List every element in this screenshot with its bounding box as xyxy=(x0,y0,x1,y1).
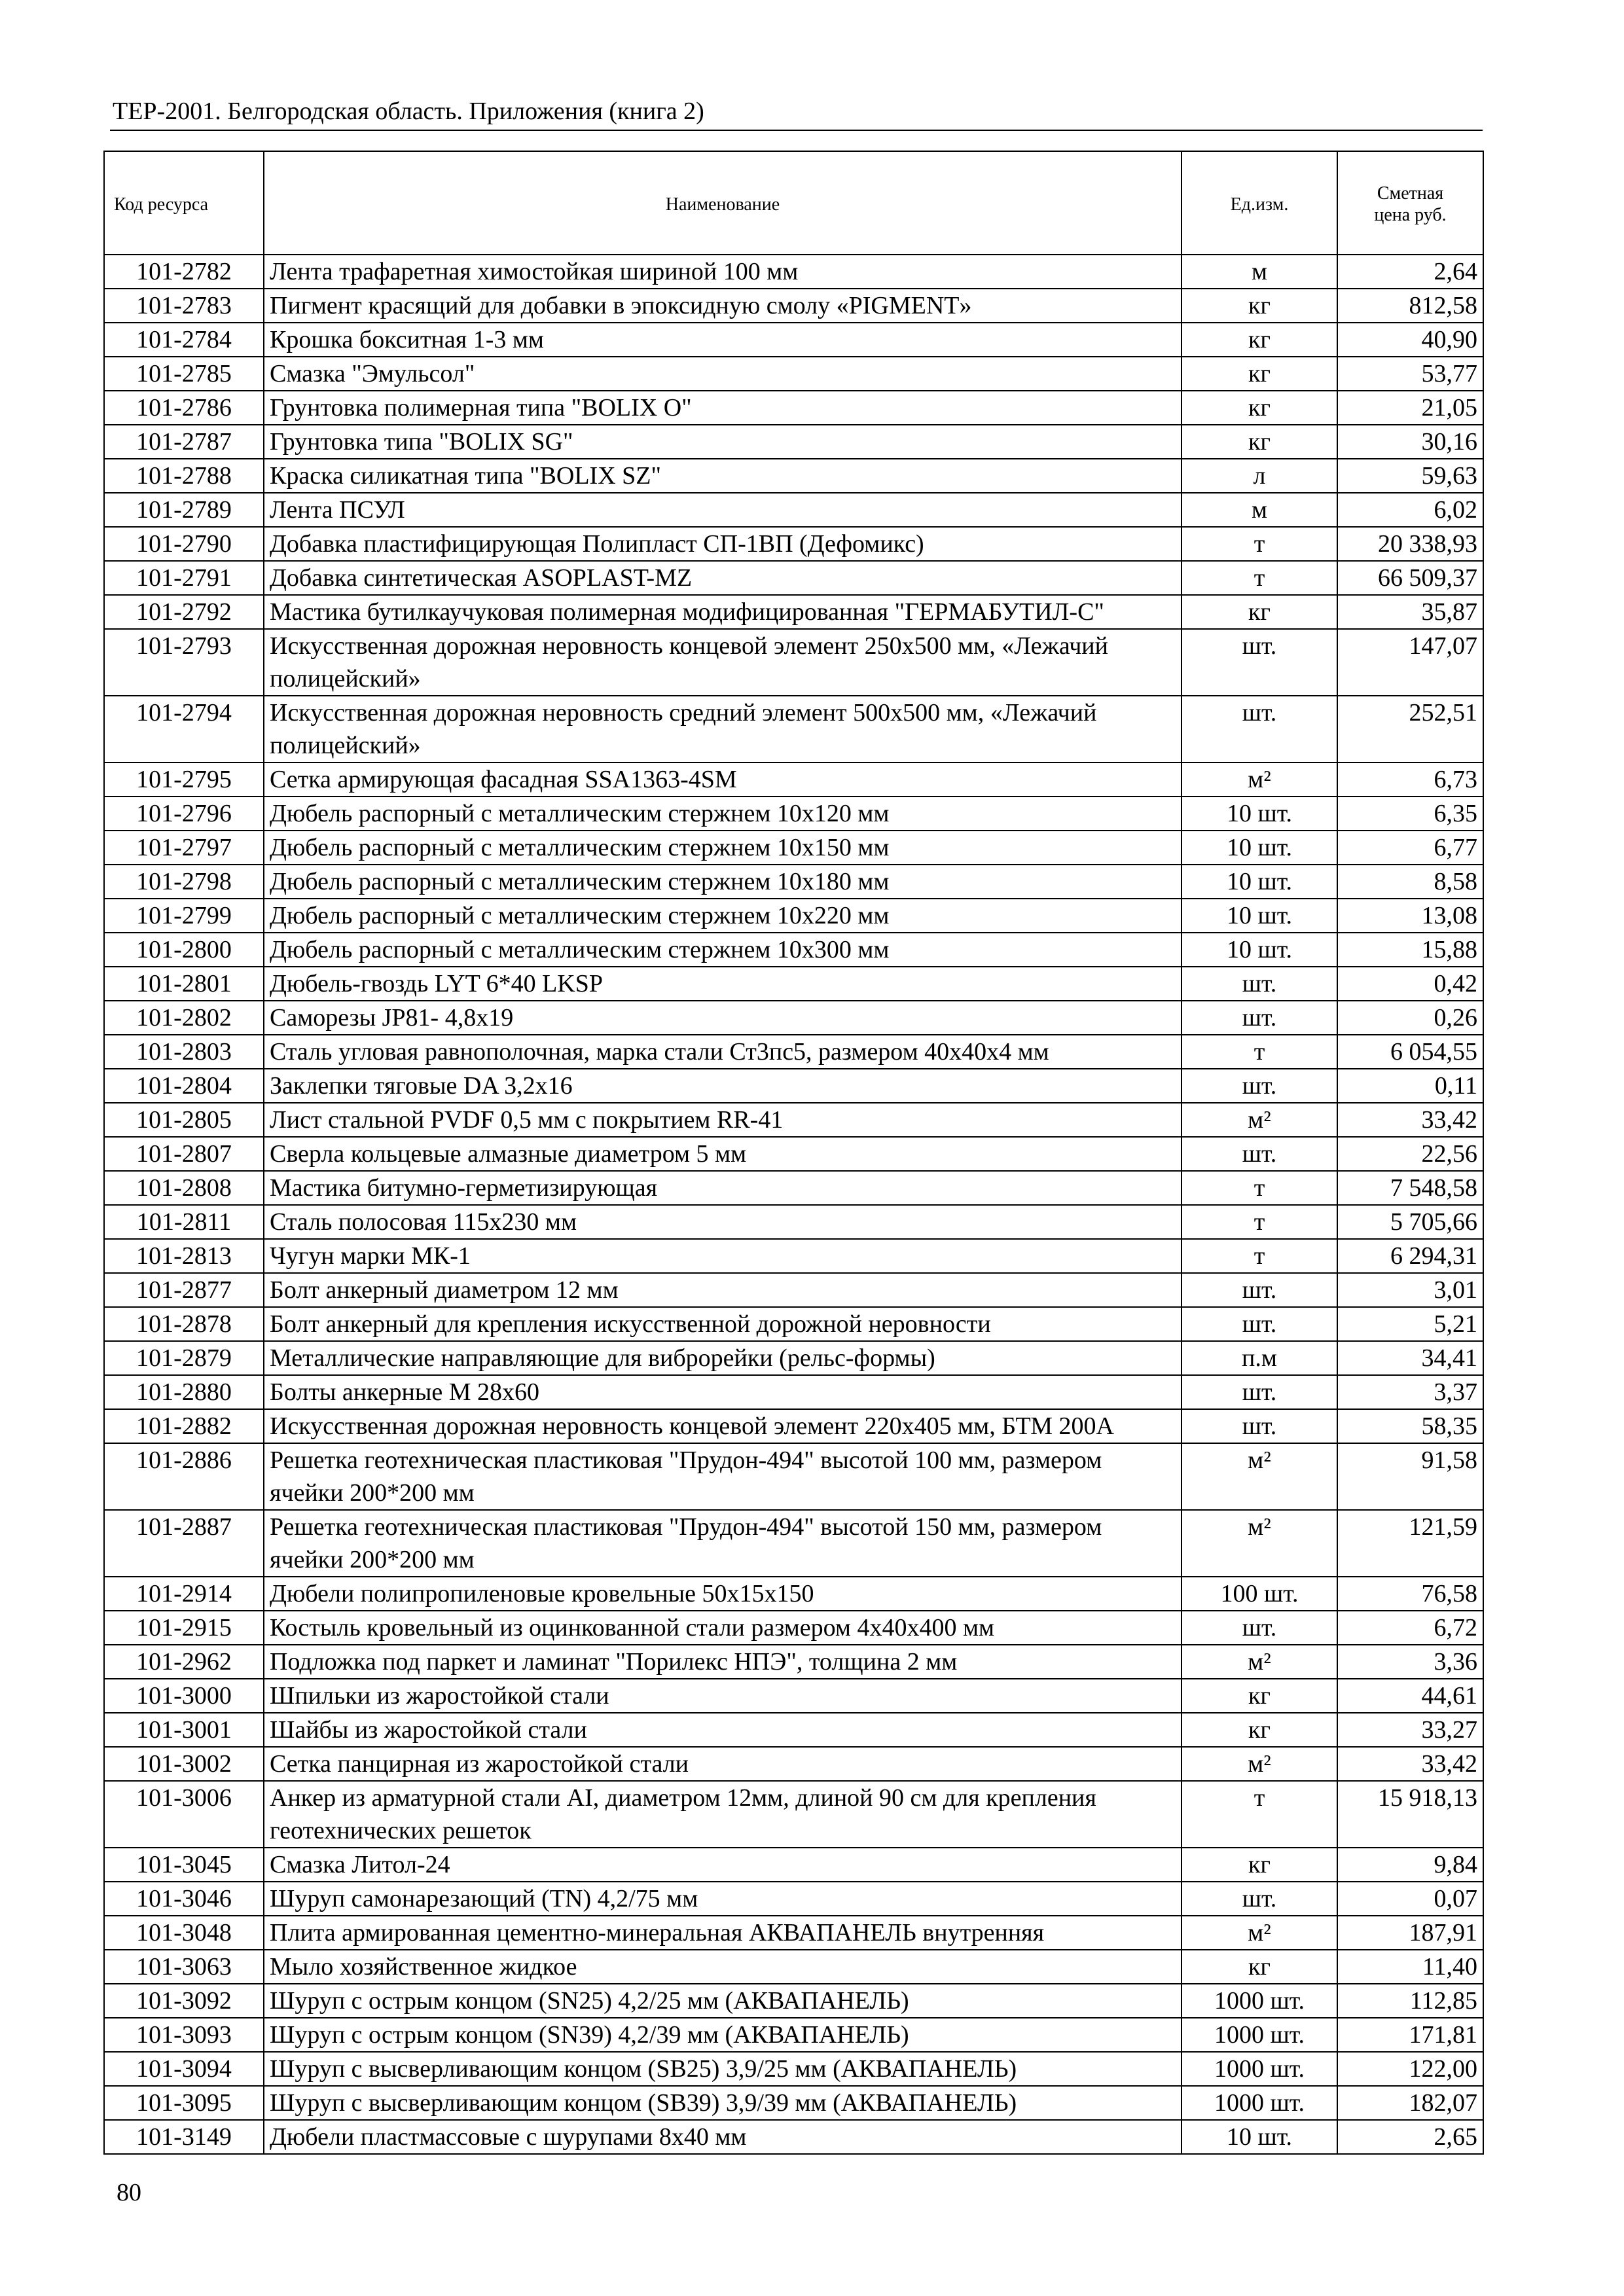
cell-price: 121,59 xyxy=(1337,1510,1483,1577)
cell-code: 101-2786 xyxy=(104,391,264,425)
cell-name: Плита армированная цементно-минеральная АКВАПАНЕЛЬ внутренняя xyxy=(264,1916,1182,1950)
cell-code: 101-2796 xyxy=(104,797,264,831)
cell-code: 101-2887 xyxy=(104,1510,264,1577)
cell-code: 101-3048 xyxy=(104,1916,264,1950)
cell-price: 59,63 xyxy=(1337,459,1483,493)
cell-code: 101-3093 xyxy=(104,2018,264,2052)
table-row xyxy=(104,1747,1483,1781)
table-row xyxy=(104,255,1483,289)
cell-price: 5,21 xyxy=(1337,1307,1483,1341)
cell-code: 101-2798 xyxy=(104,865,264,899)
cell-price: 30,16 xyxy=(1337,425,1483,459)
cell-unit: шт. xyxy=(1182,967,1337,1001)
cell-name: Сталь полосовая 115х230 мм xyxy=(264,1205,1182,1239)
cell-name: Добавка пластифицирующая Полипласт СП-1ВП (Дефомикс) xyxy=(264,527,1182,561)
table-row xyxy=(104,2086,1483,2120)
cell-unit: т xyxy=(1182,1239,1337,1273)
cell-unit: м² xyxy=(1182,1747,1337,1781)
column-header-name: Наименование xyxy=(264,151,1182,255)
cell-price: 22,56 xyxy=(1337,1137,1483,1171)
table-row xyxy=(104,1882,1483,1916)
cell-price: 15 918,13 xyxy=(1337,1781,1483,1848)
cell-name: Саморезы JP81- 4,8х19 xyxy=(264,1001,1182,1035)
table-row xyxy=(104,1103,1483,1137)
table-row xyxy=(104,1137,1483,1171)
resource-price-table xyxy=(103,151,1484,2155)
cell-code: 101-3092 xyxy=(104,1984,264,2018)
cell-unit: л xyxy=(1182,459,1337,493)
cell-price: 6,35 xyxy=(1337,797,1483,831)
cell-name: Смазка "Эмульсол" xyxy=(264,357,1182,391)
cell-price: 2,65 xyxy=(1337,2120,1483,2154)
cell-name: Дюбели полипропиленовые кровельные 50х15х150 xyxy=(264,1577,1182,1611)
cell-name: Грунтовка полимерная типа "BOLIX O" xyxy=(264,391,1182,425)
cell-name: Решетка геотехническая пластиковая "Прудон-494" высотой 100 мм, размером ячейки 200*200 мм xyxy=(264,1443,1182,1510)
table-row xyxy=(104,1443,1483,1510)
cell-name: Лента ПСУЛ xyxy=(264,493,1182,527)
cell-price: 6,02 xyxy=(1337,493,1483,527)
cell-price: 0,42 xyxy=(1337,967,1483,1001)
cell-price: 58,35 xyxy=(1337,1409,1483,1443)
cell-code: 101-2801 xyxy=(104,967,264,1001)
cell-name: Шпильки из жаростойкой стали xyxy=(264,1679,1182,1713)
cell-name: Металлические направляющие для виброрейки (рельс-формы) xyxy=(264,1341,1182,1375)
cell-price: 6,73 xyxy=(1337,762,1483,797)
cell-price: 5 705,66 xyxy=(1337,1205,1483,1239)
table-row xyxy=(104,1645,1483,1679)
cell-price: 66 509,37 xyxy=(1337,561,1483,595)
cell-unit: м² xyxy=(1182,1103,1337,1137)
cell-price: 35,87 xyxy=(1337,595,1483,629)
cell-price: 812,58 xyxy=(1337,289,1483,323)
table-row xyxy=(104,323,1483,357)
cell-price: 0,11 xyxy=(1337,1069,1483,1103)
cell-code: 101-2813 xyxy=(104,1239,264,1273)
cell-price: 9,84 xyxy=(1337,1848,1483,1882)
cell-name: Анкер из арматурной стали АI, диаметром 12мм, длиной 90 см для крепления геотехнических решеток xyxy=(264,1781,1182,1848)
cell-code: 101-2795 xyxy=(104,762,264,797)
cell-name: Добавка синтетическая ASOPLAST-MZ xyxy=(264,561,1182,595)
cell-price: 33,27 xyxy=(1337,1713,1483,1747)
cell-price: 122,00 xyxy=(1337,2052,1483,2086)
header-rule xyxy=(110,130,1483,131)
cell-price: 3,01 xyxy=(1337,1273,1483,1307)
table-row xyxy=(104,1307,1483,1341)
cell-name: Пигмент красящий для добавки в эпоксидную смолу «PIGMENT» xyxy=(264,289,1182,323)
cell-price: 171,81 xyxy=(1337,2018,1483,2052)
cell-code: 101-2789 xyxy=(104,493,264,527)
cell-name: Сетка армирующая фасадная SSA1363-4SM xyxy=(264,762,1182,797)
cell-price: 0,07 xyxy=(1337,1882,1483,1916)
cell-code: 101-3095 xyxy=(104,2086,264,2120)
cell-code: 101-2915 xyxy=(104,1611,264,1645)
table-row xyxy=(104,527,1483,561)
cell-unit: 100 шт. xyxy=(1182,1577,1337,1611)
cell-unit: 1000 шт. xyxy=(1182,2086,1337,2120)
table-row xyxy=(104,1001,1483,1035)
table-row xyxy=(104,2052,1483,2086)
cell-name: Искусственная дорожная неровность средний элемент 500х500 мм, «Лежачий полицейский» xyxy=(264,696,1182,762)
column-header-price: Сметная цена руб. xyxy=(1337,151,1483,255)
cell-price: 6,77 xyxy=(1337,831,1483,865)
cell-code: 101-2794 xyxy=(104,696,264,762)
cell-price: 40,90 xyxy=(1337,323,1483,357)
cell-code: 101-2802 xyxy=(104,1001,264,1035)
cell-unit: 1000 шт. xyxy=(1182,2018,1337,2052)
cell-unit: 10 шт. xyxy=(1182,2120,1337,2154)
table-row xyxy=(104,696,1483,762)
cell-price: 112,85 xyxy=(1337,1984,1483,2018)
cell-code: 101-3002 xyxy=(104,1747,264,1781)
cell-unit: шт. xyxy=(1182,1375,1337,1409)
cell-unit: шт. xyxy=(1182,1409,1337,1443)
cell-unit: шт. xyxy=(1182,1069,1337,1103)
table-row xyxy=(104,561,1483,595)
cell-unit: шт. xyxy=(1182,1882,1337,1916)
table-row xyxy=(104,1035,1483,1069)
cell-code: 101-2878 xyxy=(104,1307,264,1341)
cell-price: 0,26 xyxy=(1337,1001,1483,1035)
cell-name: Сверла кольцевые алмазные диаметром 5 мм xyxy=(264,1137,1182,1171)
cell-name: Болты анкерные М 28х60 xyxy=(264,1375,1182,1409)
table-row xyxy=(104,1239,1483,1273)
cell-unit: кг xyxy=(1182,595,1337,629)
cell-name: Шуруп с острым концом (SN25) 4,2/25 мм (АКВАПАНЕЛЬ) xyxy=(264,1984,1182,2018)
cell-code: 101-3094 xyxy=(104,2052,264,2086)
cell-unit: шт. xyxy=(1182,696,1337,762)
cell-price: 20 338,93 xyxy=(1337,527,1483,561)
cell-name: Болт анкерный для крепления искусственной дорожной неровности xyxy=(264,1307,1182,1341)
cell-code: 101-2879 xyxy=(104,1341,264,1375)
cell-unit: 10 шт. xyxy=(1182,899,1337,933)
cell-name: Мастика бутилкаучуковая полимерная модифицированная "ГЕРМАБУТИЛ-С" xyxy=(264,595,1182,629)
table-row xyxy=(104,797,1483,831)
cell-name: Решетка геотехническая пластиковая "Прудон-494" высотой 150 мм, размером ячейки 200*200 мм xyxy=(264,1510,1182,1577)
cell-name: Подложка под паркет и ламинат "Порилекс НПЭ", толщина 2 мм xyxy=(264,1645,1182,1679)
cell-unit: м² xyxy=(1182,762,1337,797)
cell-unit: шт. xyxy=(1182,1001,1337,1035)
cell-name: Лента трафаретная химостойкая шириной 100 мм xyxy=(264,255,1182,289)
table-row xyxy=(104,1781,1483,1848)
cell-code: 101-2800 xyxy=(104,933,264,967)
cell-name: Дюбель распорный с металлическим стержнем 10х120 мм xyxy=(264,797,1182,831)
cell-unit: т xyxy=(1182,561,1337,595)
cell-price: 33,42 xyxy=(1337,1103,1483,1137)
cell-price: 53,77 xyxy=(1337,357,1483,391)
cell-unit: м xyxy=(1182,255,1337,289)
cell-unit: кг xyxy=(1182,391,1337,425)
cell-price: 91,58 xyxy=(1337,1443,1483,1510)
cell-code: 101-2882 xyxy=(104,1409,264,1443)
cell-price: 21,05 xyxy=(1337,391,1483,425)
cell-name: Шуруп с острым концом (SN39) 4,2/39 мм (АКВАПАНЕЛЬ) xyxy=(264,2018,1182,2052)
table-row xyxy=(104,831,1483,865)
table-row xyxy=(104,1273,1483,1307)
table-row xyxy=(104,1950,1483,1984)
cell-code: 101-2791 xyxy=(104,561,264,595)
cell-name: Сталь угловая равнополочная, марка стали Ст3пс5, размером 40х40х4 мм xyxy=(264,1035,1182,1069)
cell-unit: шт. xyxy=(1182,1611,1337,1645)
cell-unit: т xyxy=(1182,1781,1337,1848)
cell-name: Заклепки тяговые DA 3,2х16 xyxy=(264,1069,1182,1103)
cell-name: Сетка панцирная из жаростойкой стали xyxy=(264,1747,1182,1781)
table-row xyxy=(104,357,1483,391)
cell-name: Мастика битумно-герметизирующая xyxy=(264,1171,1182,1205)
cell-unit: м xyxy=(1182,493,1337,527)
cell-name: Дюбель распорный с металлическим стержнем 10х180 мм xyxy=(264,865,1182,899)
cell-unit: т xyxy=(1182,1035,1337,1069)
cell-code: 101-3006 xyxy=(104,1781,264,1848)
cell-name: Лист стальной PVDF 0,5 мм с покрытием RR-41 xyxy=(264,1103,1182,1137)
table-row xyxy=(104,1713,1483,1747)
table-header-row xyxy=(104,151,1483,255)
cell-code: 101-2803 xyxy=(104,1035,264,1069)
cell-price: 3,37 xyxy=(1337,1375,1483,1409)
cell-code: 101-2914 xyxy=(104,1577,264,1611)
cell-code: 101-2788 xyxy=(104,459,264,493)
cell-code: 101-2787 xyxy=(104,425,264,459)
cell-code: 101-2804 xyxy=(104,1069,264,1103)
cell-unit: п.м xyxy=(1182,1341,1337,1375)
cell-price: 8,58 xyxy=(1337,865,1483,899)
cell-code: 101-2783 xyxy=(104,289,264,323)
cell-unit: т xyxy=(1182,1171,1337,1205)
table-row xyxy=(104,493,1483,527)
table-row xyxy=(104,2018,1483,2052)
cell-name: Болт анкерный диаметром 12 мм xyxy=(264,1273,1182,1307)
cell-price: 44,61 xyxy=(1337,1679,1483,1713)
cell-unit: м² xyxy=(1182,1443,1337,1510)
cell-unit: шт. xyxy=(1182,1273,1337,1307)
cell-unit: кг xyxy=(1182,289,1337,323)
table-row xyxy=(104,425,1483,459)
cell-code: 101-2797 xyxy=(104,831,264,865)
cell-code: 101-2808 xyxy=(104,1171,264,1205)
cell-unit: м² xyxy=(1182,1645,1337,1679)
column-header-unit: Ед.изм. xyxy=(1182,151,1337,255)
page-number: 80 xyxy=(117,2179,141,2206)
cell-unit: шт. xyxy=(1182,1137,1337,1171)
table-row xyxy=(104,289,1483,323)
cell-unit: кг xyxy=(1182,1950,1337,1984)
cell-unit: т xyxy=(1182,527,1337,561)
cell-code: 101-2792 xyxy=(104,595,264,629)
cell-code: 101-3149 xyxy=(104,2120,264,2154)
cell-code: 101-3001 xyxy=(104,1713,264,1747)
cell-price: 15,88 xyxy=(1337,933,1483,967)
cell-price: 6,72 xyxy=(1337,1611,1483,1645)
cell-price: 76,58 xyxy=(1337,1577,1483,1611)
table-row xyxy=(104,1375,1483,1409)
table-row xyxy=(104,1205,1483,1239)
cell-unit: шт. xyxy=(1182,629,1337,696)
cell-price: 13,08 xyxy=(1337,899,1483,933)
table-row xyxy=(104,865,1483,899)
cell-code: 101-2886 xyxy=(104,1443,264,1510)
table-row xyxy=(104,2120,1483,2154)
cell-unit: м² xyxy=(1182,1510,1337,1577)
cell-code: 101-3046 xyxy=(104,1882,264,1916)
cell-price: 182,07 xyxy=(1337,2086,1483,2120)
cell-price: 147,07 xyxy=(1337,629,1483,696)
table-row xyxy=(104,1341,1483,1375)
cell-unit: кг xyxy=(1182,323,1337,357)
cell-unit: 1000 шт. xyxy=(1182,1984,1337,2018)
cell-code: 101-2799 xyxy=(104,899,264,933)
cell-unit: 1000 шт. xyxy=(1182,2052,1337,2086)
cell-name: Дюбель распорный с металлическим стержнем 10х300 мм xyxy=(264,933,1182,967)
cell-name: Краска силикатная типа "BOLIX SZ" xyxy=(264,459,1182,493)
cell-name: Дюбель распорный с металлическим стержнем 10х150 мм xyxy=(264,831,1182,865)
table-row xyxy=(104,967,1483,1001)
cell-unit: 10 шт. xyxy=(1182,797,1337,831)
cell-code: 101-2790 xyxy=(104,527,264,561)
table-row xyxy=(104,899,1483,933)
cell-code: 101-2793 xyxy=(104,629,264,696)
cell-code: 101-2784 xyxy=(104,323,264,357)
cell-unit: 10 шт. xyxy=(1182,933,1337,967)
table-row xyxy=(104,933,1483,967)
cell-code: 101-2785 xyxy=(104,357,264,391)
table-row xyxy=(104,391,1483,425)
cell-price: 6 294,31 xyxy=(1337,1239,1483,1273)
cell-price: 7 548,58 xyxy=(1337,1171,1483,1205)
table-row xyxy=(104,1848,1483,1882)
cell-code: 101-3045 xyxy=(104,1848,264,1882)
cell-price: 2,64 xyxy=(1337,255,1483,289)
cell-unit: кг xyxy=(1182,1679,1337,1713)
cell-name: Дюбель распорный с металлическим стержнем 10х220 мм xyxy=(264,899,1182,933)
page-header-title: ТЕР-2001. Белгородская область. Приложения (книга 2) xyxy=(113,98,704,125)
cell-unit: 10 шт. xyxy=(1182,831,1337,865)
cell-name: Мыло хозяйственное жидкое xyxy=(264,1950,1182,1984)
cell-price: 33,42 xyxy=(1337,1747,1483,1781)
cell-code: 101-2962 xyxy=(104,1645,264,1679)
cell-unit: кг xyxy=(1182,425,1337,459)
cell-name: Крошка бокситная 1-3 мм xyxy=(264,323,1182,357)
cell-name: Грунтовка типа "BOLIX SG" xyxy=(264,425,1182,459)
cell-name: Смазка Литол-24 xyxy=(264,1848,1182,1882)
cell-code: 101-3000 xyxy=(104,1679,264,1713)
cell-code: 101-3063 xyxy=(104,1950,264,1984)
cell-price: 34,41 xyxy=(1337,1341,1483,1375)
cell-name: Шуруп самонарезающий (TN) 4,2/75 мм xyxy=(264,1882,1182,1916)
cell-price: 6 054,55 xyxy=(1337,1035,1483,1069)
cell-unit: 10 шт. xyxy=(1182,865,1337,899)
table-row xyxy=(104,762,1483,797)
cell-code: 101-2805 xyxy=(104,1103,264,1137)
cell-price: 252,51 xyxy=(1337,696,1483,762)
table-row xyxy=(104,1679,1483,1713)
cell-unit: кг xyxy=(1182,1713,1337,1747)
cell-unit: кг xyxy=(1182,1848,1337,1882)
cell-code: 101-2782 xyxy=(104,255,264,289)
cell-code: 101-2811 xyxy=(104,1205,264,1239)
table-row xyxy=(104,1577,1483,1611)
table-body xyxy=(104,255,1483,2154)
cell-unit: шт. xyxy=(1182,1307,1337,1341)
cell-name: Костыль кровельный из оцинкованной стали размером 4х40х400 мм xyxy=(264,1611,1182,1645)
cell-name: Искусственная дорожная неровность концевой элемент 250х500 мм, «Лежачий полицейский» xyxy=(264,629,1182,696)
table-row xyxy=(104,1409,1483,1443)
cell-unit: м² xyxy=(1182,1916,1337,1950)
cell-price: 187,91 xyxy=(1337,1916,1483,1950)
cell-unit: кг xyxy=(1182,357,1337,391)
cell-name: Шуруп с высверливающим концом (SB25) 3,9/25 мм (АКВАПАНЕЛЬ) xyxy=(264,2052,1182,2086)
cell-name: Шуруп с высверливающим концом (SB39) 3,9/39 мм (АКВАПАНЕЛЬ) xyxy=(264,2086,1182,2120)
table-row xyxy=(104,1069,1483,1103)
cell-name: Дюбель-гвоздь LYT 6*40 LKSP xyxy=(264,967,1182,1001)
table-row xyxy=(104,1916,1483,1950)
table-row xyxy=(104,459,1483,493)
cell-name: Искусственная дорожная неровность концевой элемент 220х405 мм, БТМ 200А xyxy=(264,1409,1182,1443)
column-header-code: Код ресурса xyxy=(104,151,264,255)
cell-unit: т xyxy=(1182,1205,1337,1239)
cell-code: 101-2877 xyxy=(104,1273,264,1307)
cell-price: 11,40 xyxy=(1337,1950,1483,1984)
table-row xyxy=(104,1171,1483,1205)
cell-price: 3,36 xyxy=(1337,1645,1483,1679)
table-row xyxy=(104,595,1483,629)
cell-code: 101-2807 xyxy=(104,1137,264,1171)
table-row xyxy=(104,1510,1483,1577)
cell-name: Дюбели пластмассовые с шурупами 8х40 мм xyxy=(264,2120,1182,2154)
table-row xyxy=(104,629,1483,696)
table-row xyxy=(104,1611,1483,1645)
cell-name: Шайбы из жаростойкой стали xyxy=(264,1713,1182,1747)
cell-name: Чугун марки МК-1 xyxy=(264,1239,1182,1273)
table-row xyxy=(104,1984,1483,2018)
cell-code: 101-2880 xyxy=(104,1375,264,1409)
